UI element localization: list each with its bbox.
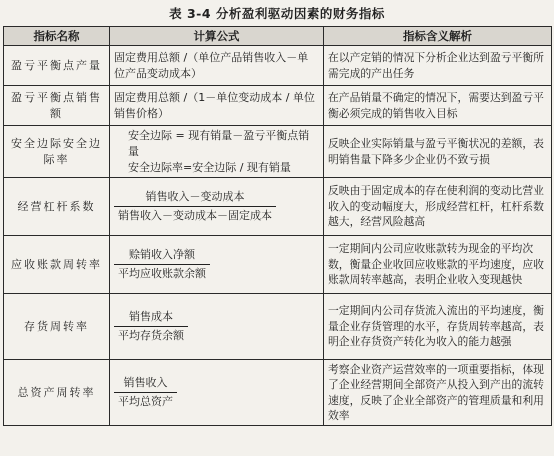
formula-cell xyxy=(110,360,324,426)
fraction-denominator: 平均总资产 xyxy=(118,395,173,408)
fraction xyxy=(114,189,276,224)
formula-cell xyxy=(110,126,324,178)
table-row xyxy=(4,294,552,360)
formula-cell xyxy=(110,294,324,360)
header-indicator-name: 指标名称 xyxy=(4,27,110,46)
table-row xyxy=(4,86,552,126)
table-header-row xyxy=(4,27,552,46)
table-row xyxy=(4,126,552,178)
table-row xyxy=(4,360,552,426)
table-row xyxy=(4,236,552,294)
fraction xyxy=(114,247,210,282)
indicator-name: 应收账款周转率 xyxy=(4,236,110,294)
indicator-name: 经营杠杆系数 xyxy=(4,178,110,236)
description-cell: 反映由于固定成本的存在使利润的变动比营业收入的变动幅度大，形成经营杠杆，杠杆系数越大，经营风险越高 xyxy=(324,178,552,236)
description-cell: 在产品销量不确定的情况下，需要达到盈亏平衡必须完成的销售收入目标 xyxy=(324,86,552,126)
indicator-name: 总资产周转率 xyxy=(4,360,110,426)
indicator-name: 存货周转率 xyxy=(4,294,110,360)
description-cell: 一定期间内公司存货流入流出的平均速度，衡量企业存货管理的水平，存货周转率越高，表明企业存货资产转化为收入的能力越强 xyxy=(324,294,552,360)
fraction-numerator: 销售收入－变动成本 xyxy=(114,189,276,207)
fraction xyxy=(114,375,177,410)
table-title: 表 3-4 分析盈利驱动因素的财务指标 xyxy=(169,6,385,21)
description-cell: 反映企业实际销量与盈亏平衡状况的差额，表明销售量下降多少企业仍不致亏损 xyxy=(324,126,552,178)
formula-line: 安全边际率=安全边际 / 现有销量 xyxy=(128,160,291,174)
description-cell: 考察企业资产运营效率的一项重要指标，体现了企业经营期间全部资产从投入到产出的流转速度，反映了企业全部资产的管理质量和利用效率 xyxy=(324,360,552,426)
formula-cell xyxy=(110,236,324,294)
fraction-denominator: 平均应收账款余额 xyxy=(118,267,206,280)
description-cell: 一定期间内公司应收账款转为现金的平均次数，衡量企业收回应收账款的平均速度，应收账款周转率越高，表明企业收入变现越快 xyxy=(324,236,552,294)
indicator-name: 安全边际安全边际率 xyxy=(4,126,110,178)
fraction-numerator: 销售成本 xyxy=(114,309,188,327)
fraction-numerator: 赊销收入净额 xyxy=(114,247,210,265)
header-meaning: 指标含义解析 xyxy=(324,27,552,46)
indicator-name: 盈亏平衡点销售额 xyxy=(4,86,110,126)
formula-cell xyxy=(110,178,324,236)
formula-line: 安全边际 = 现有销量－盈亏平衡点销量 xyxy=(128,128,310,158)
table-row xyxy=(4,178,552,236)
description-cell: 在以产定销的情况下分析企业达到盈亏平衡所需完成的产出任务 xyxy=(324,46,552,86)
indicator-name: 盈亏平衡点产量 xyxy=(4,46,110,86)
financial-indicators-table xyxy=(3,26,552,426)
table-row xyxy=(4,46,552,86)
header-formula: 计算公式 xyxy=(110,27,324,46)
fraction-denominator: 平均存货余额 xyxy=(118,329,184,342)
fraction-numerator: 销售收入 xyxy=(114,375,177,393)
fraction-denominator: 销售收入－变动成本－固定成本 xyxy=(118,209,272,222)
fraction xyxy=(114,309,188,344)
formula-cell: 固定费用总额 /（单位产品销售收入－单位产品变动成本） xyxy=(110,46,324,86)
formula-cell: 固定费用总额 /（1－单位变动成本 / 单位销售价格） xyxy=(110,86,324,126)
